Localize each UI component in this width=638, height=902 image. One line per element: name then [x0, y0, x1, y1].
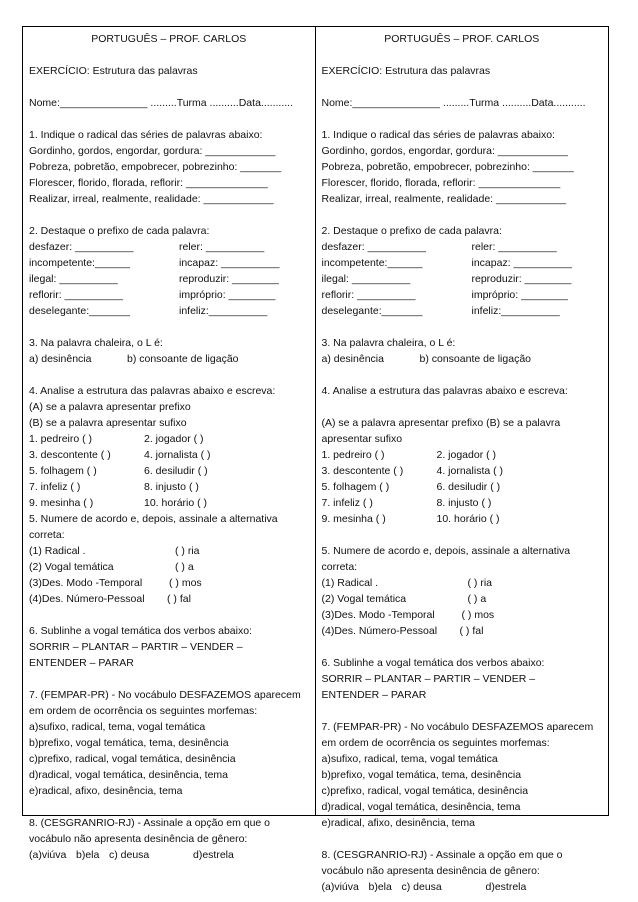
q8-option-b: b)ela [76, 849, 100, 861]
q2-item: incapaz: __________ [179, 257, 280, 269]
q2-item: incapaz: __________ [471, 257, 572, 269]
q5-item: (1) Radical . [29, 545, 86, 557]
q5-row [322, 607, 603, 623]
q5-item: ( ) fal [167, 593, 191, 605]
q2-item: reler: __________ [471, 241, 557, 253]
q1-line: Florescer, florido, florada, reflorir: ______________ [321, 177, 561, 189]
q2-row [322, 255, 603, 271]
q2-item: incompetente:______ [29, 257, 130, 269]
worksheet-right-column [316, 27, 609, 893]
q4-item: 3. descontente ( ) [321, 465, 404, 477]
header-title: PORTUGUÊS – PROF. CARLOS [91, 33, 247, 45]
q4-row [29, 463, 309, 479]
q4-item: 4. jornalista ( ) [144, 449, 211, 461]
q4-item: 7. infeliz ( ) [321, 497, 373, 509]
q6-title: 6. Sublinhe a vogal temática dos verbos abaixo: [321, 657, 545, 669]
q4-item: 4. jornalista ( ) [436, 465, 504, 477]
q7-option: d)radical, vogal temática, desinência, tema [29, 769, 229, 781]
q4-row [29, 447, 309, 463]
q4-item: 6. desiludir ( ) [144, 465, 208, 477]
q8-option-d: d)estrela [193, 849, 234, 861]
q8-title: 8. (CESGRANRIO-RJ) - Assinale a opção em que o [321, 849, 563, 861]
q1-line: Gordinho, gordos, engordar, gordura: ____________ [321, 145, 568, 157]
q7-option: e)radical, afixo, desinência, tema [29, 785, 183, 797]
q4-row [322, 463, 603, 479]
q4-item: 5. folhagem ( ) [29, 465, 97, 477]
q5-item: ( ) mos [461, 609, 495, 621]
q3-option-a: a) desinência [321, 353, 384, 365]
q4-row [29, 495, 309, 511]
q7-option: c)prefixo, radical, vogal temática, desinência [321, 785, 529, 797]
q4-item: 8. injusto ( ) [436, 497, 492, 509]
q1-line: Pobreza, pobretão, empobrecer, pobrezinho: _______ [29, 161, 282, 173]
q2-item: desfazer: __________ [321, 241, 427, 253]
q2-row [322, 303, 603, 319]
q6-verbs: ENTENDER – PARAR [29, 657, 134, 669]
q4-row [322, 495, 603, 511]
q4-row [322, 479, 603, 495]
q7-title: 7. (FEMPAR-PR) - No vocábulo DESFAZEMOS aparecem [321, 721, 594, 733]
q4-item: 7. infeliz ( ) [29, 481, 81, 493]
q2-item: reflorir: __________ [321, 289, 416, 301]
q4-line-b: (B) se a palavra apresentar sufixo [29, 417, 187, 429]
q4-item: 6. desiludir ( ) [436, 481, 501, 493]
q2-item: incompetente:______ [321, 257, 423, 269]
q5-item: (2) Vogal temática [29, 561, 114, 573]
q4-item: 8. injusto ( ) [144, 481, 199, 493]
q5-title: 5. Numere de acordo e, depois, assinale a alternativa [29, 513, 278, 525]
q2-item: desfazer: __________ [29, 241, 134, 253]
q1-line: Realizar, irreal, realmente, realidade: ____________ [321, 193, 567, 205]
q2-item: ilegal: __________ [29, 273, 118, 285]
name-line: Nome:_______________ .........Turma ..........Data........... [29, 97, 293, 109]
q3-title: 3. Na palavra chaleira, o L é: [29, 337, 163, 349]
q5-row [29, 559, 309, 575]
q4-row [29, 431, 309, 447]
q1-line: Realizar, irreal, realmente, realidade: ____________ [29, 193, 274, 205]
q4-item: 3. descontente ( ) [29, 449, 111, 461]
q1-title: 1. Indique o radical das séries de palavras abaixo: [29, 129, 263, 141]
q6-verbs: SORRIR – PLANTAR – PARTIR – VENDER – [321, 673, 536, 685]
q4-row [322, 447, 603, 463]
q3-option-b: b) consoante de ligação [419, 353, 531, 365]
exercise-title: EXERCÍCIO: Estrutura das palavras [321, 65, 491, 77]
q2-title: 2. Destaque o prefixo de cada palavra: [29, 225, 210, 237]
q5-row [29, 575, 309, 591]
q5-item: (3)Des. Modo -Temporal [321, 609, 435, 621]
q4-row [322, 511, 603, 527]
q4-title: 4. Analise a estrutura das palavras abaixo e escreva: [29, 385, 276, 397]
q2-title: 2. Destaque o prefixo de cada palavra: [321, 225, 502, 237]
exercise-title: EXERCÍCIO: Estrutura das palavras [29, 65, 198, 77]
q1-line: Gordinho, gordos, engordar, gordura: ____________ [29, 145, 276, 157]
q4-title: 4. Analise a estrutura das palavras abaixo e escreva: [321, 385, 568, 397]
q2-row [322, 287, 603, 303]
q5-item: ( ) a [467, 593, 487, 605]
q2-item: ilegal: __________ [321, 273, 411, 285]
q1-line: Pobreza, pobretão, empobrecer, pobrezinho: _______ [321, 161, 574, 173]
q2-row [322, 239, 603, 255]
q8-option-c: c) deusa [109, 849, 150, 861]
q2-item: deselegante:_______ [321, 305, 423, 317]
q4-item: 10. horário ( ) [436, 513, 500, 525]
q5-title: 5. Numere de acordo e, depois, assinale a alternativa [321, 545, 571, 557]
q3-options [29, 351, 309, 367]
q5-item: ( ) ria [175, 545, 200, 557]
q2-item: reflorir: __________ [29, 289, 123, 301]
q3-title: 3. Na palavra chaleira, o L é: [321, 337, 456, 349]
q5-item: (3)Des. Modo -Temporal [29, 577, 143, 589]
q4-item: 9. mesinha ( ) [29, 497, 94, 509]
q5-title: correta: [321, 561, 358, 573]
q7-option: c)prefixo, radical, vogal temática, desinência [29, 753, 236, 765]
q4-intro: apresentar sufixo [321, 433, 403, 445]
q2-item: impróprio: ________ [179, 289, 276, 301]
q5-item: (2) Vogal temática [321, 593, 407, 605]
q3-options [322, 351, 603, 367]
q2-item: infeliz:__________ [179, 305, 268, 317]
q8-title: vocábulo não apresenta desinência de gênero: [29, 833, 248, 845]
q6-verbs: ENTENDER – PARAR [321, 689, 427, 701]
q2-row [29, 271, 309, 287]
q2-item: deselegante:_______ [29, 305, 131, 317]
worksheet [22, 26, 609, 893]
q8-title: vocábulo não apresenta desinência de gênero: [321, 865, 540, 877]
q7-title: 7. (FEMPAR-PR) - No vocábulo DESFAZEMOS aparecem [29, 689, 301, 701]
q5-item: (1) Radical . [321, 577, 379, 589]
q8-option-d: d)estrela [485, 881, 527, 893]
q7-option: e)radical, afixo, desinência, tema [321, 817, 475, 829]
q5-row [322, 575, 603, 591]
q2-item: reproduzir: ________ [471, 273, 572, 285]
q2-item: infeliz:__________ [471, 305, 560, 317]
q8-title: 8. (CESGRANRIO-RJ) - Assinale a opção em que o [29, 817, 271, 829]
q7-title: em ordem de ocorrência os seguintes morfemas: [321, 737, 550, 749]
q7-option: b)prefixo, vogal temática, tema, desinência [29, 737, 229, 749]
q4-item: 1. pedreiro ( ) [29, 433, 93, 445]
q2-row [322, 271, 603, 287]
q5-item: (4)Des. Número-Pessoal [29, 593, 145, 605]
q8-option-a: (a)viúva [29, 849, 67, 861]
q1-line: Florescer, florido, florada, reflorir: ______________ [29, 177, 268, 189]
q4-item: 2. jogador ( ) [436, 449, 497, 461]
q4-item: 5. folhagem ( ) [321, 481, 390, 493]
q7-option: a)sufixo, radical, tema, vogal temática [321, 753, 498, 765]
q5-row [322, 623, 603, 639]
q5-item: ( ) fal [459, 625, 484, 637]
q2-item: reler: __________ [179, 241, 265, 253]
q5-row [29, 591, 309, 607]
q7-option: d)radical, vogal temática, desinência, tema [321, 801, 521, 813]
header-title: PORTUGUÊS – PROF. CARLOS [384, 33, 540, 45]
q2-item: impróprio: ________ [471, 289, 568, 301]
q4-intro: (A) se a palavra apresentar prefixo (B) se a palavra [321, 417, 561, 429]
q5-item: ( ) ria [467, 577, 492, 589]
q4-item: 1. pedreiro ( ) [321, 449, 385, 461]
q5-title: correta: [29, 529, 65, 541]
q3-option-b: b) consoante de ligação [127, 353, 239, 365]
q5-item: ( ) mos [169, 577, 202, 589]
q8-option-c: c) deusa [401, 881, 442, 893]
q2-item: reproduzir: ________ [179, 273, 279, 285]
q2-row [29, 303, 309, 319]
worksheet-left-column [23, 27, 316, 861]
name-line: Nome:_______________ .........Turma ..........Data........... [321, 97, 586, 109]
q5-item: (4)Des. Número-Pessoal [321, 625, 438, 637]
q2-row [29, 255, 309, 271]
q6-title: 6. Sublinhe a vogal temática dos verbos abaixo: [29, 625, 252, 637]
q8-options [29, 847, 309, 863]
q4-item: 2. jogador ( ) [144, 433, 204, 445]
q8-options [322, 879, 603, 895]
q1-title: 1. Indique o radical das séries de palavras abaixo: [321, 129, 555, 141]
q2-row [29, 287, 309, 303]
q6-verbs: SORRIR – PLANTAR – PARTIR – VENDER – [29, 641, 243, 653]
q4-item: 9. mesinha ( ) [321, 513, 386, 525]
q5-row [29, 543, 309, 559]
q8-option-a: (a)viúva [321, 881, 359, 893]
q8-option-b: b)ela [368, 881, 392, 893]
q4-line-a: (A) se a palavra apresentar prefixo [29, 401, 191, 413]
q7-title: em ordem de ocorrência os seguintes morfemas: [29, 705, 258, 717]
q5-item: ( ) a [175, 561, 194, 573]
q5-row [322, 591, 603, 607]
q3-option-a: a) desinência [29, 353, 92, 365]
q7-option: a)sufixo, radical, tema, vogal temática [29, 721, 206, 733]
q4-item: 10. horário ( ) [144, 497, 208, 509]
q7-option: b)prefixo, vogal temática, tema, desinência [321, 769, 522, 781]
q2-row [29, 239, 309, 255]
q4-row [29, 479, 309, 495]
